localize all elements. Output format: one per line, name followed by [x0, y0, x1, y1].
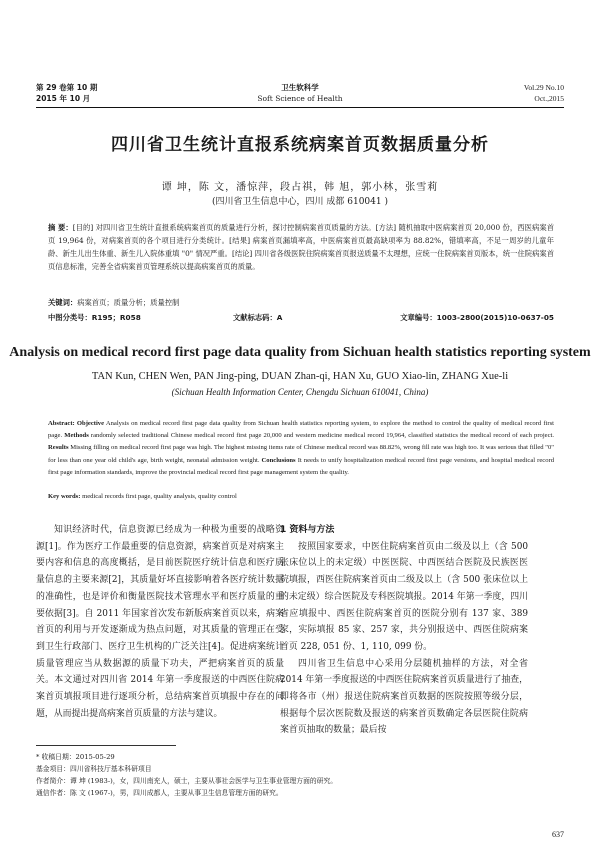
author-intro: 作者简介：谭 坤 (1983-)，女，四川南充人，硕士，主要从事社会医学与卫生事业管理方面的研究。 — [36, 777, 338, 785]
abstract-label-en: Abstract: Objective — [48, 420, 105, 427]
paper-title-en: Analysis on medical record first page data quality from Sichuan health statistics reporting system — [9, 345, 591, 360]
author-list-cn: 谭 坤，陈 文，潘惊萍，段占祺，韩 旭，郭小林，张雪莉 — [161, 182, 439, 193]
abstract-text-cn: [目的] 对四川省卫生统计直报系统病案首页的质量进行分析，探讨控制病案首页质量的方法。[方法] 随机抽取中医病案首页 20,000 份，西医病案首页 19,964 份，对病案首页的各个项目进行分类统计。[结果] 病案首页漏填率高，中医病案首页最高缺项率为 88.82%，错填率高，不足一周岁的儿童年龄、新生儿出生体重、新生儿入院体重填 "0" 情况严重。[结论] 四川省各级医院住院病案首页报送质量不太理想，应统一住院病案首页版本，统一住院病案首页信息标准，完善全省病案首页管理系统以提高病案首页的质量。 — [48, 223, 554, 271]
abstract-cn — [48, 221, 554, 273]
footnotes — [36, 751, 536, 799]
methods-label-en: Methods — [64, 432, 89, 440]
header-rule — [36, 107, 564, 108]
abstract-conclusions-en: It needs to unify hospitalization medical record first page versions, and hospital medical record first page information standards, improve the provincial medical record first page management system the quality. — [48, 456, 554, 476]
journal-name-en: Soft Science of Health — [257, 94, 343, 103]
keywords-text-en: medical records first page, quality analysis, quality control — [82, 493, 237, 500]
abstract-results-en: Missing filling on medical record first page was high. The highest missing items rate of Chinese medical record was 88.82%, wrong fill rate was high too. It was serious that filled "0" for less than one year old child's age, birth weight, neonatal admission weight. — [48, 444, 554, 464]
fund-project: 基金项目：四川省科技厅基本科研项目 — [36, 765, 152, 773]
body-column-left — [36, 522, 284, 722]
author-list-en: TAN Kun, CHEN Wen, PAN Jing-ping, DUAN Zhan-qi, HAN Xu, GUO Xiao-lin, ZHANG Xue-li — [91, 371, 509, 382]
results-label-en: Results — [48, 444, 69, 452]
received-date: * 收稿日期：2015-05-29 — [36, 753, 115, 761]
page-number: 637 — [552, 830, 564, 839]
article-number: 文章编号：1003-2800(2015)10-0637-05 — [400, 313, 554, 322]
journal-name — [0, 82, 600, 104]
abstract-en — [48, 418, 554, 479]
journal-name-cn: 卫生软科学 — [281, 83, 319, 92]
body-paragraph: 四川省卫生信息中心采用分层随机抽样的方法，对全省 2014 年第一季度报送的中西医住院病案首页质量进行了抽查，即将各市（州）报送住院病案首页数据的医院按照等级分层，根据每个层次医院数及报送的病案首页数确定各层医院住院病案首页抽取的数量；最后按 — [280, 658, 528, 736]
journal-volume-en — [524, 82, 564, 104]
paper-title-cn: 四川省卫生统计直报系统病案首页数据质量分析 — [111, 135, 489, 155]
section-heading: 1 资料与方法 — [280, 525, 335, 535]
abstract-methods-en: randomly selected traditional Chinese medical record first page 20,000 and western medicine medical record 19,964, classified statistics the medical record of each project. — [90, 432, 554, 440]
conclusions-label-en: Conclusions — [261, 456, 296, 464]
header-date-en: Oct.,2015 — [534, 94, 564, 103]
keywords-en — [48, 493, 237, 500]
keywords-cn — [48, 298, 179, 308]
abstract-objective-en: Analysis on medical record first page data quality from Sichuan health statistics reporting system, to explore the method to control the quality of medical record first page. — [48, 420, 554, 440]
abstract-label-cn: 摘 要： — [48, 223, 73, 232]
body-paragraph: 按照国家要求，中医住院病案首页由二级及以上（含 500 张床位以上的未定级）中医医院、中西医结合医院及民族医医院填报，西医住院病案首页由二级及以上（含 500 张床位以上的未定级）综合医院及专科医院填报。2014 年第一季度，四川省应填报中、西医住院病案首页的医院分别有 137 家、389 家，实际填报 85 家、257 家，共分别报送中、西医住院病案首页 228, 051 份、1, 110, 099 份。 — [280, 541, 528, 652]
body-column-right — [280, 522, 528, 739]
clc-number: 中图分类号：R195；R058 — [48, 313, 141, 322]
keywords-text-cn: 病案首页；质量分析；质量控制 — [77, 298, 180, 307]
affiliation-en: (Sichuan Health Information Center, Chengdu Sichuan 610041, China) — [171, 387, 429, 397]
document-code: 文献标志码：A — [233, 313, 283, 322]
header-volume: 第 29 卷第 10 期 — [36, 83, 98, 92]
affiliation-cn: (四川省卫生信息中心，四川 成都 610041 ) — [212, 197, 388, 207]
header-date: 2015 年 10 月 — [36, 94, 91, 103]
keywords-label-en: Key words: — [48, 493, 81, 500]
header-volume-en: Vol.29 No.10 — [523, 83, 564, 92]
footnote-rule — [36, 745, 176, 746]
keywords-label-cn: 关键词： — [48, 298, 78, 307]
corresponding-author: 通信作者：陈 文 (1967-)，男，四川成都人，主要从事卫生信息管理方面的研究。 — [36, 789, 283, 797]
body-paragraph: 知识经济时代，信息资源已经成为一种极为重要的战略资源[1]。作为医疗工作最重要的信息资源，病案首页是对病案主要内容和信息的高度概括，是目前医院医疗统计信息和医疗质量信息的主要来源[2]，其质量好坏直接影响着各医疗统计数据的准确性，也是评价和衡量医院技术管理水平和医疗质量的重要依据[3]。自 2011 年国家首次发布新版病案首页以来，病案首页的利用与开发逐渐成为热点问题，对其质量的管理正在受到卫生行政部门、医疗卫生机构的广泛关注[4]。促进病案统计质量管理应当从数据源的质量下功夫，严把病案首页的质量关。本文通过对四川省 2014 年第一季度报送的中西医住院病案首页填报项目进行逐项分析，总结病案首页填报中存在的问题，从而提出提高病案首页质量的方法与建议。 — [36, 525, 284, 719]
